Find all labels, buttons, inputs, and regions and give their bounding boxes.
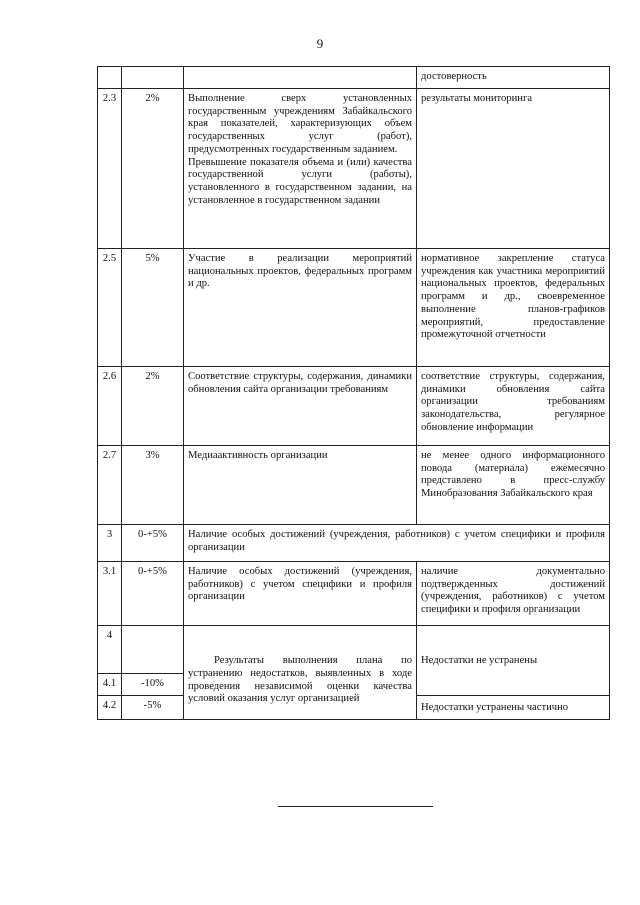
row-indicator: Недостатки не устранены bbox=[417, 626, 610, 696]
row-criterion: Результаты выполнения плана по устранению недостатков, выявленных в ходе проведения независимой оценки качества условий оказания услуг организацией bbox=[184, 626, 417, 720]
row-number: 3.1 bbox=[98, 562, 122, 626]
row-percent: 3% bbox=[122, 446, 184, 525]
row-number: 3 bbox=[98, 525, 122, 562]
row-indicator: нормативное закрепление статуса учреждения как участника мероприятий национальных проектов, федеральных программ и др., своевременное выполнение планов-графиков мероприятий, предоставление промежуточной отчетности bbox=[417, 249, 610, 367]
row-criterion: Наличие особых достижений (учреждения, работников) с учетом специфики и профиля организации bbox=[184, 525, 610, 562]
row-indicator: достоверность bbox=[417, 67, 610, 89]
row-percent bbox=[122, 67, 184, 89]
page-number: 9 bbox=[316, 36, 324, 51]
row-percent: 5% bbox=[122, 249, 184, 367]
row-percent: 2% bbox=[122, 367, 184, 446]
table-row bbox=[98, 249, 610, 367]
row-number: 2.3 bbox=[98, 89, 122, 249]
table-row bbox=[98, 367, 610, 446]
row-criterion: Участие в реализации мероприятий национальных проектов, федеральных программ и др. bbox=[184, 249, 417, 367]
row-criterion bbox=[184, 89, 417, 249]
row-percent bbox=[122, 626, 184, 674]
row-criterion: Наличие особых достижений (учреждения, работников) с учетом специфики и профиля организации bbox=[184, 562, 417, 626]
criteria-table bbox=[97, 66, 610, 720]
table-row bbox=[98, 626, 610, 674]
row-number: 2.5 bbox=[98, 249, 122, 367]
table-row bbox=[98, 446, 610, 525]
table-row bbox=[98, 525, 610, 562]
row-number: 2.7 bbox=[98, 446, 122, 525]
row-percent: -5% bbox=[122, 696, 184, 720]
table-row bbox=[98, 89, 610, 249]
row-number bbox=[98, 67, 122, 89]
table-row bbox=[98, 67, 610, 89]
row-percent: 0-+5% bbox=[122, 562, 184, 626]
row-indicator: наличие документально подтвержденных достижений (учреждения, работников) с учетом специфики и профиля организации bbox=[417, 562, 610, 626]
row-number: 4.1 bbox=[98, 674, 122, 696]
criterion-paragraph: Превышение показателя объема и (или) качества государственной услуги (работы), установленного в государственном задании, на установленное в государственном задании bbox=[188, 156, 412, 206]
row-number: 2.6 bbox=[98, 367, 122, 446]
row-criterion: Соответствие структуры, содержания, динамики обновления сайта организации требованиям bbox=[184, 367, 417, 446]
row-percent: 2% bbox=[122, 89, 184, 249]
row-number: 4.2 bbox=[98, 696, 122, 720]
row-percent: -10% bbox=[122, 674, 184, 696]
row-indicator: результаты мониторинга bbox=[417, 89, 610, 249]
row-percent: 0-+5% bbox=[122, 525, 184, 562]
row-indicator: не менее одного информационного повода (материала) ежемесячно представлено в пресс-службу Минобразования Забайкальского края bbox=[417, 446, 610, 525]
closing-rule bbox=[278, 806, 433, 807]
row-criterion: Медиаактивность организации bbox=[184, 446, 417, 525]
criterion-paragraph: Выполнение сверх установленных государственным учреждениям Забайкальского края показателей, характеризующих объем государственных услуг (работ), предусмотренных государственным заданием. bbox=[188, 93, 412, 155]
table-row bbox=[98, 562, 610, 626]
row-indicator: Недостатки устранены частично bbox=[417, 696, 610, 720]
row-criterion bbox=[184, 67, 417, 89]
row-indicator: соответствие структуры, содержания, динамики обновления сайта организации требованиям законодательства, регулярное обновление информации bbox=[417, 367, 610, 446]
row-number: 4 bbox=[98, 626, 122, 674]
